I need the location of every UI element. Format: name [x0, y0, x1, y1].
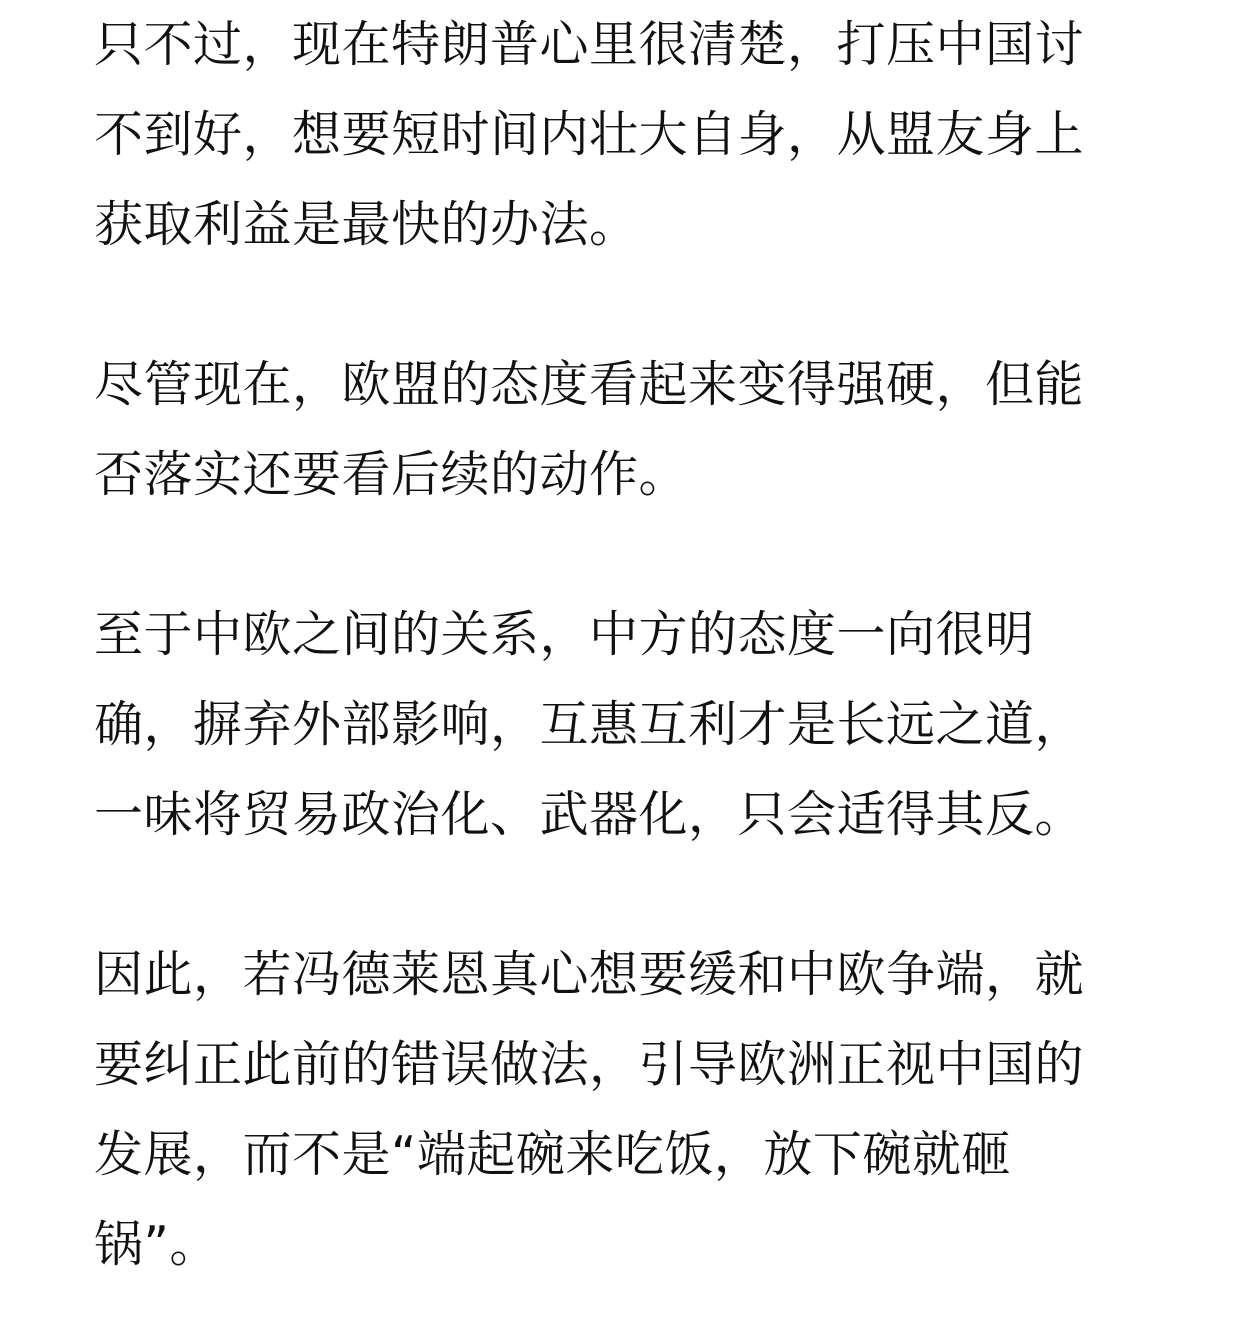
paragraph-3 — [94, 590, 1174, 860]
paragraph-line: 一味将贸易政治化、武器化，只会适得其反。 — [94, 786, 1085, 843]
paragraph-line: 尽管现在，欧盟的态度看起来变得强硬，但能 — [94, 356, 1085, 413]
paragraph-4 — [94, 930, 1174, 1290]
paragraph-line: 锅”。 — [94, 1216, 219, 1273]
paragraph-spacer — [94, 860, 1174, 930]
paragraph-line: 获取利益是最快的办法。 — [94, 196, 639, 253]
paragraph-1 — [94, 0, 1174, 270]
paragraph-line: 要纠正此前的错误做法，引导欧洲正视中国的 — [94, 1036, 1085, 1093]
paragraph-line: 至于中欧之间的关系，中方的态度一向很明 — [94, 606, 1035, 663]
paragraph-2 — [94, 340, 1174, 520]
paragraph-line: 否落实还要看后续的动作。 — [94, 446, 689, 503]
paragraph-line: 发展，而不是“端起碗来吃饭，放下碗就砸 — [94, 1126, 1011, 1183]
paragraph-spacer — [94, 520, 1174, 590]
article-body — [94, 0, 1174, 1290]
paragraph-line: 确，摒弃外部影响，互惠互利才是长远之道， — [94, 696, 1085, 753]
paragraph-line: 只不过，现在特朗普心里很清楚，打压中国讨 — [94, 16, 1085, 73]
paragraph-line: 不到好，想要短时间内壮大自身，从盟友身上 — [94, 106, 1085, 163]
paragraph-line: 因此，若冯德莱恩真心想要缓和中欧争端，就 — [94, 946, 1085, 1003]
paragraph-spacer — [94, 270, 1174, 340]
